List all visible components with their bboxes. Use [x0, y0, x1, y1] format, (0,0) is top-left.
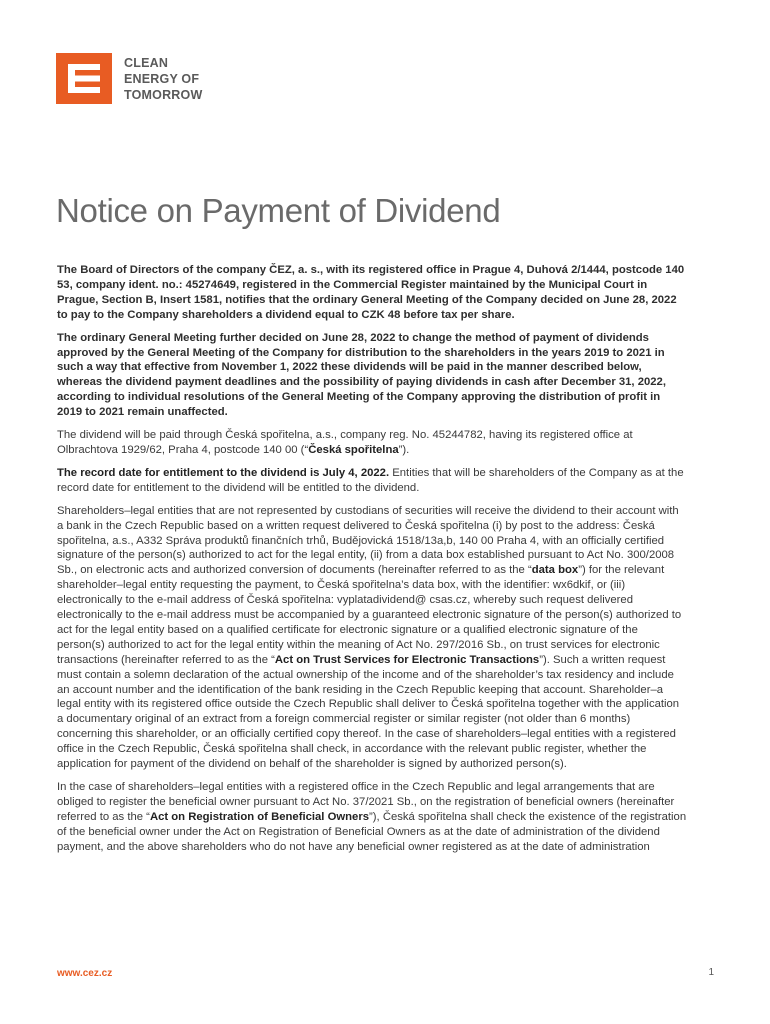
paragraph-legal-entities: Shareholders–legal entities that are not represented by custodians of securities will receive the dividend to their account with a bank in the Czech Republic based on a written request delivered to Česká spořitelna (i) by post to the address: Česká spořitelna, a.s., A332 Správa produktů finančních trhů, Budějovická 1518/13a,b, 140 00 Praha 4, with an officially certified signature of the person(s) authorized to act for the legal entity, (ii) from a data box established pursuant to Act No. 300/2008 Sb., on electronic acts and authorized conversion of documents (hereinafter referred to as the “data box”) for the relevant shareholder–legal entity requesting the payment, to Česká spořitelna’s data box, with the identifier: wx6dkif, or (iii) electronically to the e-mail address of Česká spořitelna: vyplatadividend@ csas.cz, whereby such request delivered electronically to the e-mail address must be accompanied by a guaranteed electronic signature of the person(s) authorized to act for the legal entity based on a qualified certificate for electronic signature or a qualified electronic signature of the person(s) authorized to act for the legal entity within the meaning of Act No. 297/2016 Sb., on trust services for electronic transactions (hereinafter referred to as the “Act on Trust Services for Electronic Transactions”). Such a written request must contain a solemn declaration of the actual ownership of the income and of the shareholder’s tax residency and include an account number and the identification of the bank residing in the Czech Republic keeping that account. Shareholder–a legal entity with its registered office outside the Czech Republic shall deliver to Česká spořitelna together with the application a documentary original of an extract from a foreign commercial register or similar register (not older than 6 months) concerning this shareholder, or an officially certified copy thereof. In the case of shareholders–legal entities with a registered office in the Czech Republic, Česká spořitelna shall check, in accordance with the relevant public register, whether the application for payment of the dividend on behalf of the shareholder is signed by authorized person(s).	[57, 504, 682, 771]
company-logo	[56, 53, 202, 104]
cez-logo-icon	[56, 53, 112, 104]
paragraph-board-notice: The Board of Directors of the company ČEZ, a. s., with its registered office in Prague 4, Duhová 2/1444, postcode 140 53, company ident. no.: 45274649, registered in the Commercial Register maintained by the Municipal Court in Prague, Section B, Insert 1581, notifies that the ordinary General Meeting of the Company decided on June 28, 2022 to pay to the Company shareholders a dividend equal to CZK 48 before tax per share.	[57, 264, 685, 321]
logo-line-1: CLEAN	[124, 56, 169, 70]
page-number: 1	[708, 967, 714, 978]
cez-mark-icon	[68, 64, 100, 93]
footer-website-link[interactable]: www.cez.cz	[57, 968, 113, 979]
paragraph-paying-agent: The dividend will be paid through Česká spořitelna, a.s., company reg. No. 45244782, having its registered office at Olbrachtova 1929/62, Praha 4, postcode 140 00 (“Česká spořitelna”).	[57, 429, 633, 456]
logo-line-3: TOMORROW	[124, 88, 203, 102]
logo-line-2: ENERGY OF	[124, 72, 200, 86]
paragraph-record-date: The record date for entitlement to the dividend is July 4, 2022. Entities that will be shareholders of the Company as at the record date for entitlement to the dividend will be entitled to the dividend.	[57, 466, 684, 494]
notice-body	[57, 263, 687, 863]
paragraph-payment-method-change: The ordinary General Meeting further decided on June 28, 2022 to change the method of payment of dividends approved by the General Meeting of the Company for distribution to the shareholders in the years 2019 to 2021 in such a way that effective from November 1, 2022 these dividends will be paid in the manner described below, whereas the dividend payment deadlines and the possibility of paying dividends in cash after December 31, 2022, according to individual resolutions of the General Meeting of the Company approving the distribution of profit in 2019 to 2021 remain unaffected.	[57, 331, 666, 419]
logo-tagline	[124, 55, 202, 103]
page-title: Notice on Payment of Dividend	[56, 192, 501, 229]
paragraph-beneficial-owners: In the case of shareholders–legal entities with a registered office in the Czech Republic and legal arrangements that are obliged to register the beneficial owner pursuant to Act No. 37/2021 Sb., on the registration of beneficial owners (hereinafter referred to as the “Act on Registration of Beneficial Owners”), Česká spořitelna shall check the existence of the registration of the beneficial owner under the Act on Registration of Beneficial Owners as at the date of administration of the dividend payment, and the above shareholders who do not have any beneficial owner registered as at the date of administration	[57, 781, 687, 853]
